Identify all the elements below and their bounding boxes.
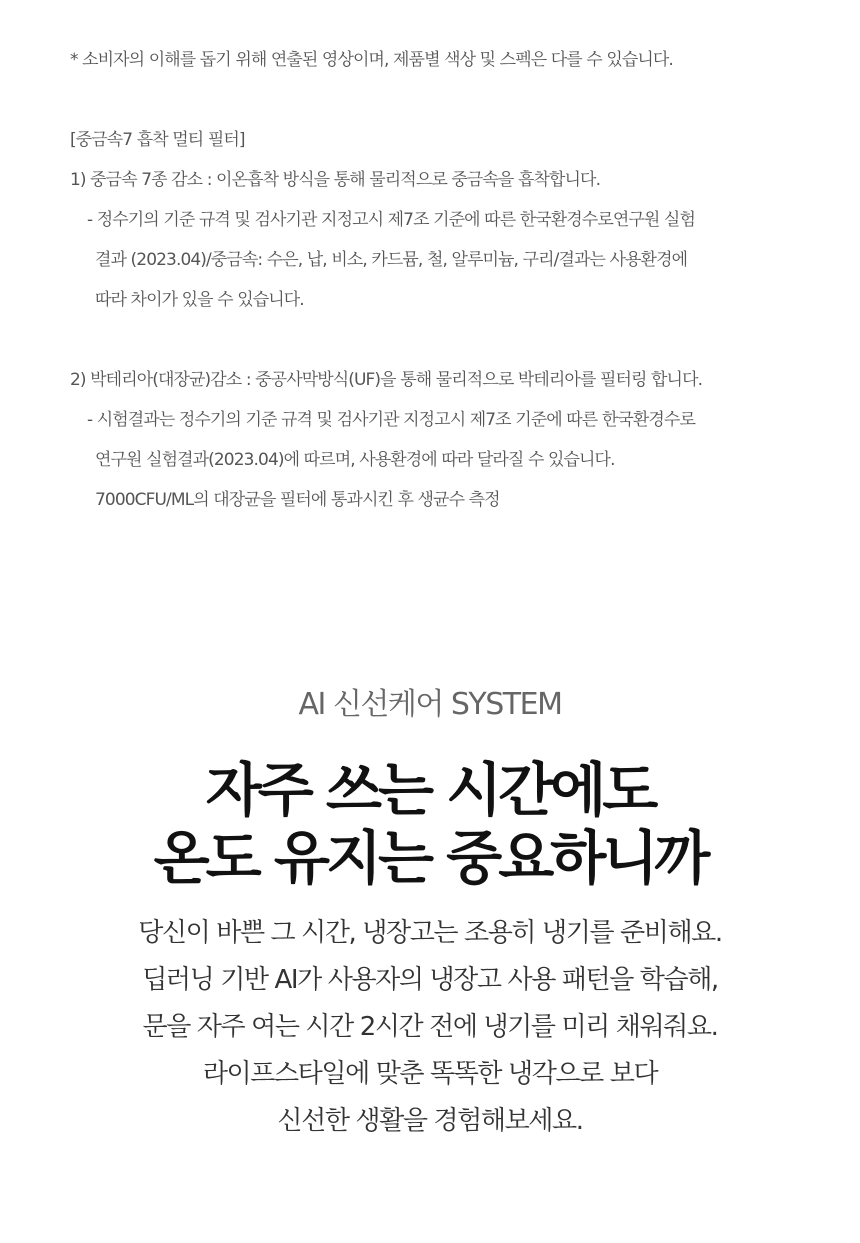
headline-line: 온도 유지는 중요하니까: [153, 824, 707, 892]
ai-fresh-care-section: [0, 680, 860, 1145]
heavy-metal-note: - 정수기의 기준 규격 및 검사기관 지정고시 제7조 기준에 따른 한국환경수로연구원 실험: [87, 210, 695, 230]
heavy-metal-note: 결과 (2023.04)/중금속: 수은, 납, 비소, 카드뮴, 철, 알루미늄, 구리/결과는 사용환경에: [95, 250, 688, 270]
bacteria-heading: 2) 박테리아(대장균)감소 : 중공사막방식(UF)을 통해 물리적으로 박테리아를 필터링 합니다.: [70, 370, 703, 390]
body-line: 라이프스타일에 맞춘 똑똑한 냉각으로 보다: [202, 1059, 658, 1089]
body-line: 당신이 바쁜 그 시간, 냉장고는 조용히 냉기를 준비해요.: [138, 918, 722, 948]
heavy-metal-note: 따라 차이가 있을 수 있습니다.: [95, 290, 304, 310]
footnotes-section: [70, 40, 830, 520]
filter-title: [중금속7 흡착 멀티 필터]: [70, 130, 245, 150]
disclaimer-text: * 소비자의 이해를 돕기 위해 연출된 영상이며, 제품별 색상 및 스펙은 다를 수 있습니다.: [70, 50, 673, 70]
section-body: [0, 910, 860, 1145]
bacteria-note: 연구원 실험결과(2023.04)에 따르며, 사용환경에 따라 달라질 수 있습니다.: [95, 450, 615, 470]
body-line: 문을 자주 여는 시간 2시간 전에 냉기를 미리 채워줘요.: [142, 1012, 718, 1042]
section-headline: [0, 756, 860, 892]
bacteria-note: - 시험결과는 정수기의 기준 규격 및 검사기관 지정고시 제7조 기준에 따른 한국환경수로: [87, 410, 695, 430]
bacteria-note: 7000CFU/ML의 대장균을 필터에 통과시킨 후 생균수 측정: [95, 490, 500, 510]
body-line: 신선한 생활을 경험해보세요.: [277, 1106, 583, 1136]
spacer: [70, 320, 830, 360]
heavy-metal-heading: 1) 중금속 7종 감소 : 이온흡착 방식을 통해 물리적으로 중금속을 흡착합니다.: [70, 170, 601, 190]
body-line: 딥러닝 기반 AI가 사용자의 냉장고 사용 패턴을 학습해,: [142, 965, 718, 995]
headline-line: 자주 쓰는 시간에도: [205, 756, 655, 824]
spacer: [70, 80, 830, 120]
section-kicker: AI 신선케어 SYSTEM: [298, 687, 562, 722]
